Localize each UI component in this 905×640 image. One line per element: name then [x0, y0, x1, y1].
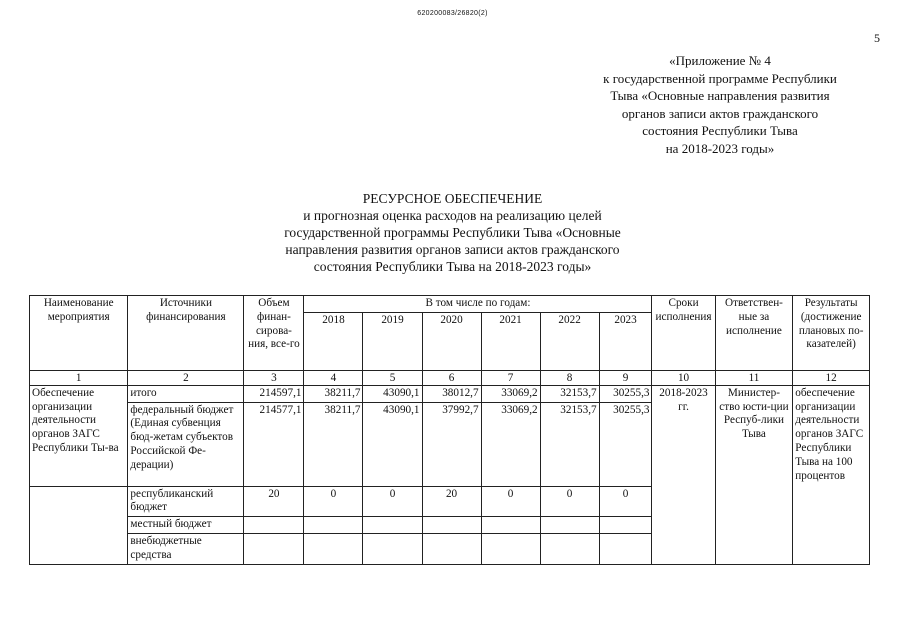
header-row: [30, 296, 870, 313]
title-line: направления развития органов записи актов гражданского: [285, 242, 620, 257]
header-responsible: Ответствен-ные за исполнение: [715, 296, 793, 371]
column-number: 2: [128, 370, 244, 385]
funding-total: [244, 517, 304, 534]
funding-year-value: 0: [481, 486, 540, 517]
responsible-party: Министер-ство юсти-ции Респуб-лики Тыва: [715, 385, 793, 564]
funding-year-value: [422, 533, 481, 564]
funding-year-value: [304, 517, 363, 534]
header-year: 2021: [481, 312, 540, 370]
header-year: 2022: [540, 312, 599, 370]
column-number: 6: [422, 370, 481, 385]
funding-year-value: 33069,2: [481, 402, 540, 486]
column-number: 11: [715, 370, 793, 385]
funding-total: [244, 533, 304, 564]
annex-line: Тыва «Основные направления развития: [610, 88, 830, 103]
funding-total: 214597,1: [244, 385, 304, 402]
funding-source: внебюджетные средства: [128, 533, 244, 564]
title-heading: РЕСУРСНОЕ ОБЕСПЕЧЕНИЕ: [362, 191, 543, 206]
funding-year-value: 37992,7: [422, 402, 481, 486]
annex-line: органов записи актов гражданского: [621, 105, 819, 121]
funding-year-value: 38012,7: [422, 385, 481, 402]
column-number: 9: [599, 370, 652, 385]
column-number: 4: [304, 370, 363, 385]
annex-reference: [570, 52, 870, 157]
column-number: 12: [793, 370, 870, 385]
funding-year-value: 0: [304, 486, 363, 517]
resource-table: [29, 295, 870, 565]
funding-year-value: 30255,3: [599, 402, 652, 486]
annex-line: на 2018-2023 годы»: [665, 140, 775, 156]
header-year: 2023: [599, 312, 652, 370]
funding-source: республиканский бюджет: [128, 486, 244, 517]
funding-year-value: 20: [422, 486, 481, 517]
funding-year-value: 38211,7: [304, 402, 363, 486]
activity-name-empty: [30, 486, 128, 564]
header-results: Результаты (достижение плановых по-казателей): [793, 296, 870, 371]
funding-year-value: 43090,1: [363, 385, 422, 402]
title-line: и прогнозная оценка расходов на реализацию целей: [303, 208, 602, 223]
annex-line: к государственной программе Республики: [603, 70, 837, 86]
funding-year-value: [540, 517, 599, 534]
funding-total: 20: [244, 486, 304, 517]
funding-year-value: [599, 533, 652, 564]
table-row: [30, 385, 870, 402]
funding-year-value: 0: [540, 486, 599, 517]
header-by-years: В том числе по годам:: [304, 296, 652, 313]
annex-line: состояния Республики Тыва: [642, 123, 798, 138]
header-year: 2019: [363, 312, 422, 370]
funding-year-value: [304, 533, 363, 564]
header-volume: Объем финан-сирова-ния, все-го: [244, 296, 304, 371]
funding-year-value: [363, 517, 422, 534]
header-year: 2020: [422, 312, 481, 370]
header-activity: Наименование мероприятия: [30, 296, 128, 371]
funding-year-value: 32153,7: [540, 385, 599, 402]
registration-code: 620200083/26820(2): [417, 10, 488, 17]
funding-year-value: 32153,7: [540, 402, 599, 486]
activity-name: Обеспечение организации деятельности органов ЗАГС Республики Ты-ва: [30, 385, 128, 486]
column-number: 7: [481, 370, 540, 385]
column-number: 10: [652, 370, 715, 385]
funding-source: местный бюджет: [128, 517, 244, 534]
header-deadline: Сроки исполнения: [652, 296, 715, 371]
funding-year-value: 0: [599, 486, 652, 517]
title-line: государственной программы Республики Тыва «Основные: [284, 225, 621, 240]
funding-year-value: [481, 517, 540, 534]
funding-year-value: 43090,1: [363, 402, 422, 486]
funding-year-value: [599, 517, 652, 534]
column-number: 8: [540, 370, 599, 385]
execution-deadline: 2018-2023 гг.: [652, 385, 715, 564]
page-number: 5: [874, 31, 880, 45]
funding-year-value: 0: [363, 486, 422, 517]
funding-total: 214577,1: [244, 402, 304, 486]
annex-line: «Приложение № 4: [669, 53, 771, 68]
funding-year-value: 33069,2: [481, 385, 540, 402]
planned-results: обеспечение организации деятельности органов ЗАГС Республики Тыва на 100 процентов: [793, 385, 870, 564]
document-title: [0, 190, 905, 275]
funding-source: итого: [128, 385, 244, 402]
funding-year-value: 30255,3: [599, 385, 652, 402]
funding-source: федеральный бюджет (Единая субвенция бюд-жетам субъектов Российской Фе-дерации): [128, 402, 244, 486]
funding-year-value: 38211,7: [304, 385, 363, 402]
column-number: 3: [244, 370, 304, 385]
funding-year-value: [481, 533, 540, 564]
funding-year-value: [363, 533, 422, 564]
title-line: состояния Республики Тыва на 2018-2023 годы»: [313, 259, 592, 274]
column-number: 5: [363, 370, 422, 385]
header-year: 2018: [304, 312, 363, 370]
column-number: 1: [30, 370, 128, 385]
funding-year-value: [540, 533, 599, 564]
header-source: Источники финансирования: [128, 296, 244, 371]
column-number-row: [30, 370, 870, 385]
funding-year-value: [422, 517, 481, 534]
